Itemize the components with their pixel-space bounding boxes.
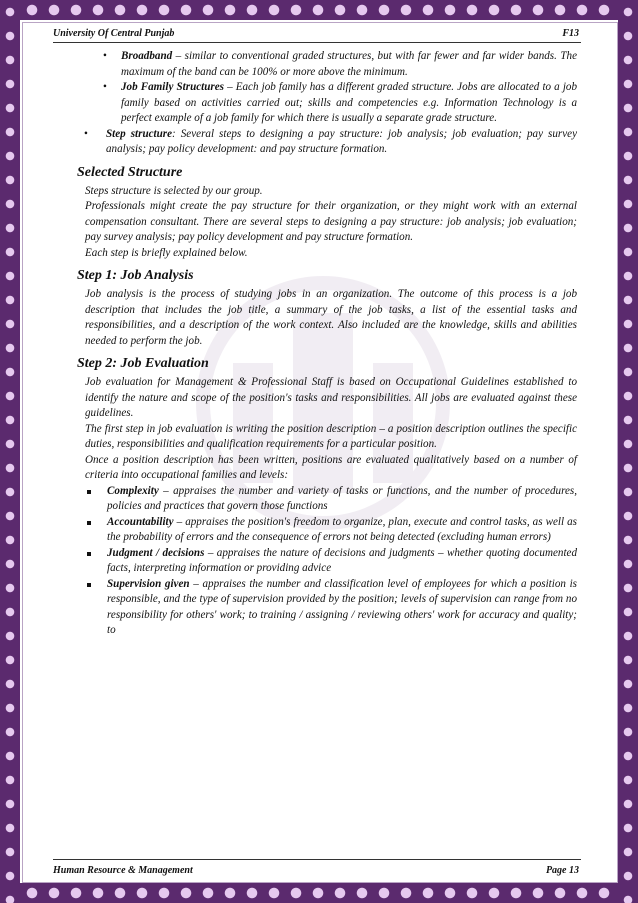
bullet-icon: • [103, 50, 107, 62]
page-footer [53, 865, 579, 876]
text-accountability: – appraises the position's freedom to organize, plan, execute and control tasks, as well as the probability of errors and the consequence of errors not being detected (excluding human errors) [107, 515, 577, 543]
header-university: University Of Central Punjab [53, 28, 175, 39]
footer-subject: Human Resource & Management [53, 865, 193, 876]
footer-page-number: Page 13 [545, 865, 579, 876]
heading-step-1: Step 1: Job Analysis [77, 268, 194, 283]
criteria-list [87, 484, 577, 639]
list-item-job-family [91, 80, 577, 127]
paragraph: Once a position description has been written, positions are evaluated qualitatively based on a number of criteria into occupational families and levels: [85, 453, 577, 481]
paragraph: Job analysis is the process of studying jobs in an organization. The outcome of this process is a job description that includes the job title, a summary of the job tasks, a list of the essential tasks and responsibilities, and a description of the work context. Also included are the knowledge, skills and abilities needed to perform the job. [85, 288, 577, 347]
heading-selected-structure: Selected Structure [77, 164, 183, 180]
step-1-body [85, 287, 577, 349]
bullet-icon: • [84, 127, 88, 140]
paragraph: Job evaluation for Management & Professional Staff is based on Occupational Guidelines established to identify the nature and scope of the position's tasks and responsibilities. All jobs are evaluated against these guidelines. [85, 376, 577, 419]
text-supervision: – appraises the number and classification level of employees for which a position is responsible, and the type of supervision provided by the position; levels of supervision can range from no responsibility for others' work; to training / assigning / reviewing others' work for accuracy and quality; to [107, 577, 578, 636]
list-item-step-structure [61, 127, 577, 158]
decorative-border-left [0, 0, 20, 903]
paragraph: The first step in job evaluation is writing the position description – a position description outlines the specific duties, responsibilities and qualification requirements for a particular position. [85, 422, 577, 450]
header-rule [53, 42, 581, 43]
term-judgment: Judgment / decisions [107, 546, 205, 559]
term-supervision: Supervision given [107, 577, 190, 590]
text-broadband: – similar to conventional graded structures, but with far fewer and far wider bands. The maximum of the band can be 100% or more above the minimum. [121, 50, 577, 78]
list-item-complexity [87, 484, 577, 515]
list-item-broadband [91, 49, 577, 80]
page-header [53, 28, 579, 39]
text-judgment: – appraises the nature of decisions and judgments – whether quoting documented facts, interpreting information or providing advice [107, 546, 578, 574]
selected-structure-body [85, 184, 577, 262]
term-accountability: Accountability [107, 515, 174, 528]
square-bullet-icon [87, 583, 91, 587]
decorative-border-top [0, 0, 638, 20]
term-broadband: Broadband [121, 50, 173, 62]
text-job-family: – Each job family has a different graded structure. Jobs are allocated to a job family based on activities carried out; skills and competencies e.g. Information Technology is a perfect example of a job family for which there is usually a separate grade structure. [121, 81, 577, 124]
decorative-border-right [618, 0, 638, 903]
term-job-family: Job Family Structures [121, 81, 224, 93]
heading-step-2: Step 2: Job Evaluation [77, 356, 209, 371]
decorative-border-bottom [0, 883, 638, 903]
text-step-structure: : Several steps to designing a pay structure: job analysis; job evaluation; pay survey analysis; pay policy development: and pay structure formation. [106, 127, 577, 155]
structure-type-list [91, 49, 577, 127]
step-2-body [85, 375, 577, 484]
header-code: F13 [562, 28, 579, 39]
text-complexity: – appraises the number and variety of tasks or functions, and the number of procedures, policies and practices that govern those functions [107, 484, 577, 512]
term-complexity: Complexity [107, 484, 159, 497]
document-body [61, 49, 577, 639]
list-item-accountability [87, 515, 577, 546]
paragraph: Professionals might create the pay structure for their organization, or they might work with an external compensation consultant. There are several steps to designing a pay structure: job analysis; job evaluation; pay survey analysis; pay policy development and pay structure formation. [85, 200, 577, 243]
list-item-judgment [87, 546, 577, 577]
paragraph: Each step is briefly explained below. [85, 246, 248, 259]
square-bullet-icon [87, 521, 91, 525]
term-step-structure: Step structure [106, 127, 173, 140]
list-item-supervision [87, 577, 577, 639]
document-page [22, 22, 618, 883]
bullet-icon: • [103, 81, 107, 93]
footer-rule [53, 859, 581, 860]
paragraph: Steps structure is selected by our group. [85, 184, 263, 197]
square-bullet-icon [87, 490, 91, 494]
square-bullet-icon [87, 552, 91, 556]
